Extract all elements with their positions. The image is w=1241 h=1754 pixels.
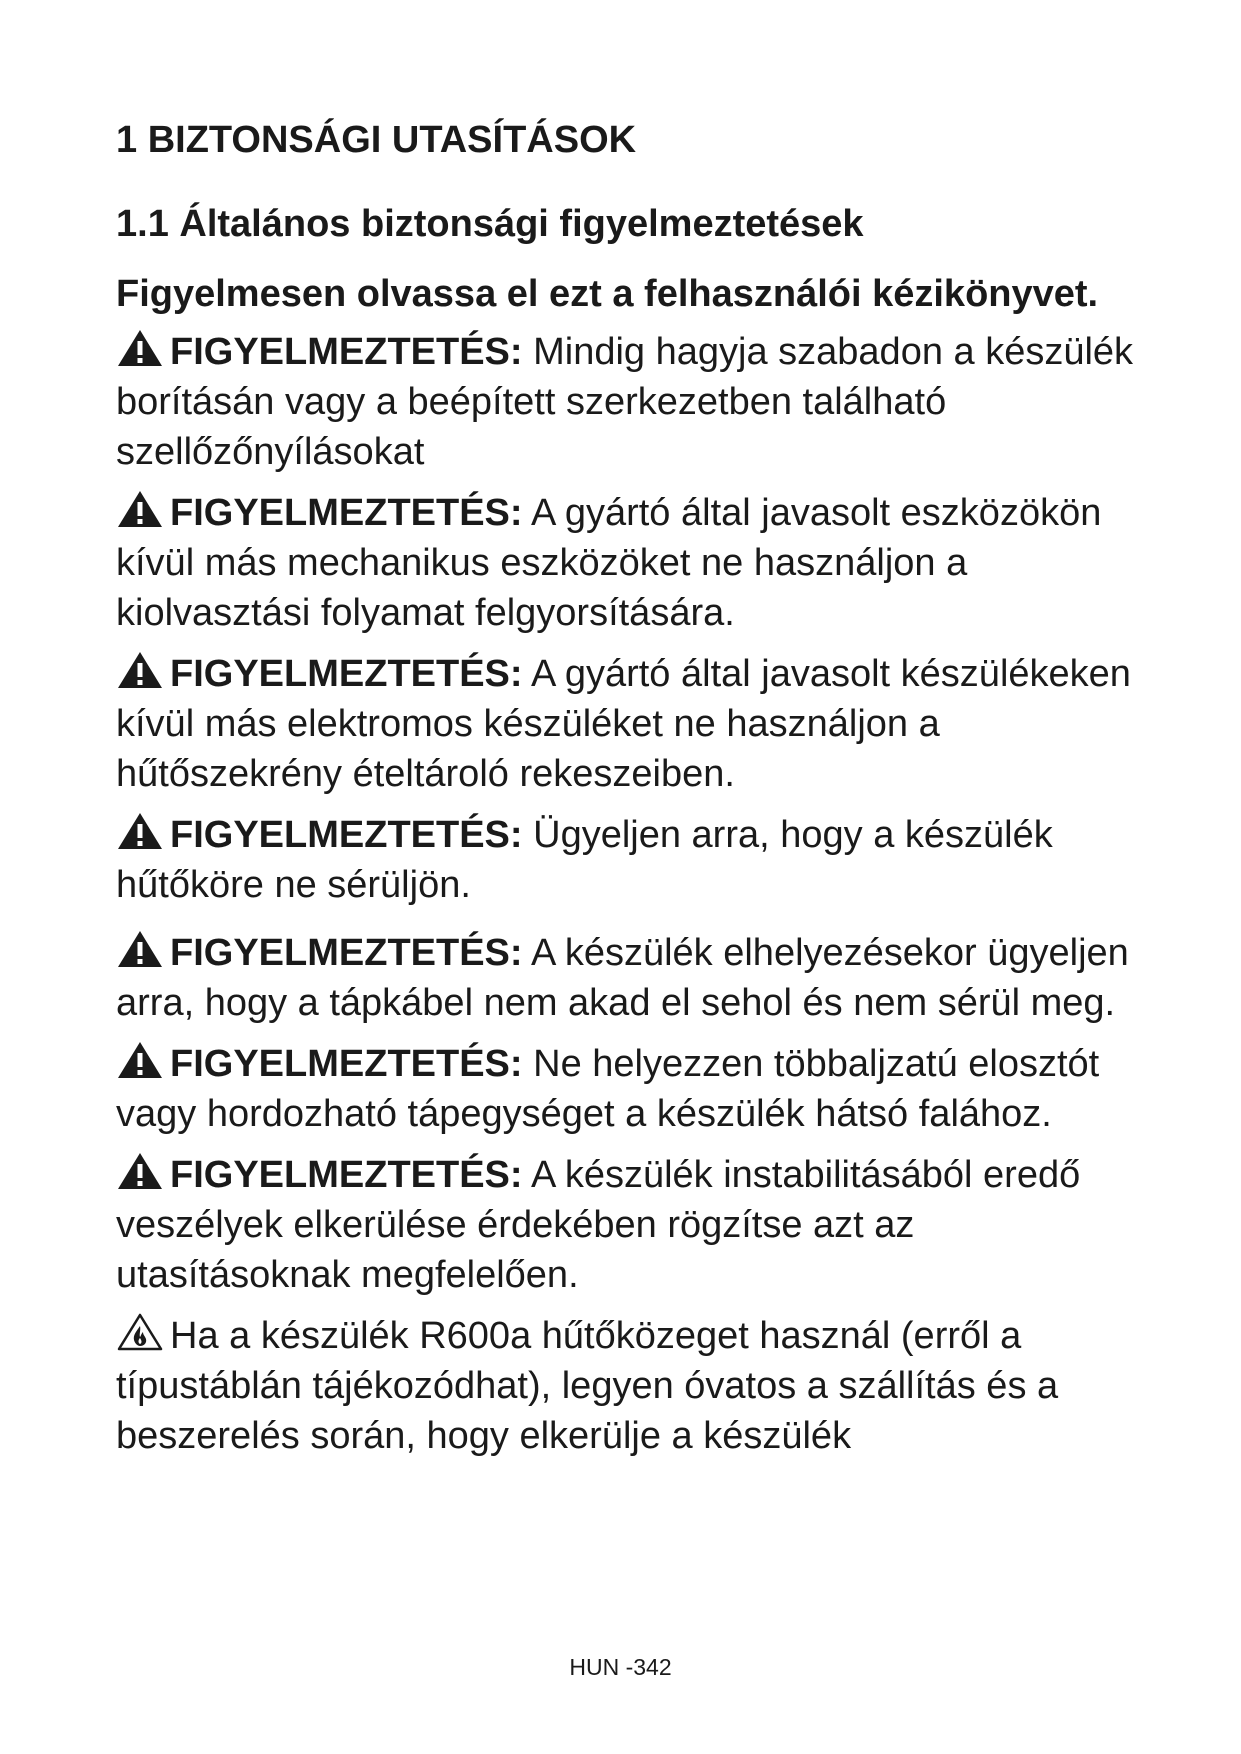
intro-text: Figyelmesen olvassa el ezt a felhasználói kézikönyvet. — [116, 273, 1099, 316]
warning-label: FIGYELMEZTETÉS: — [170, 1154, 523, 1197]
flammable-note-text: Ha a készülék R600a hűtőközeget használ (erről a típustáblán tájékozódhat), legyen óvatos a szállítás és a beszerelés során, hogy elkerülje a készülék — [116, 1315, 1059, 1458]
warning-item — [116, 1150, 1136, 1300]
warning-item — [116, 810, 1136, 910]
page-title: 1 BIZTONSÁGI UTASÍTÁSOK — [116, 119, 637, 161]
warning-item — [116, 488, 1136, 638]
warning-text: Ne helyezzen többaljzatú elosztót vagy hordozható tápegységet a készülék hátsó falához. — [116, 1043, 1100, 1136]
warning-text: A készülék instabilitásából eredő veszélyek elkerülése érdekében rögzítse azt az utasításoknak megfelelően. — [116, 1154, 1081, 1297]
warning-text: Ügyeljen arra, hogy a készülék hűtőköre ne sérüljön. — [116, 814, 1053, 907]
warning-icon — [116, 811, 164, 851]
flammable-warning-icon — [116, 1312, 164, 1352]
warning-item — [116, 1039, 1136, 1139]
warning-label: FIGYELMEZTETÉS: — [170, 492, 523, 535]
warning-icon — [116, 1040, 164, 1080]
warning-text: A gyártó által javasolt készülékeken kívül más elektromos készüléket ne használjon a hűtőszekrény ételtároló rekeszeiben. — [116, 653, 1131, 796]
warning-icon — [116, 1151, 164, 1191]
warning-item — [116, 649, 1136, 799]
section-title: 1.1 Általános biztonsági figyelmeztetések — [116, 202, 864, 245]
warning-text: Mindig hagyja szabadon a készülék borításán vagy a beépített szerkezetben található szellőzőnyílásokat — [116, 331, 1134, 474]
warning-label: FIGYELMEZTETÉS: — [170, 1043, 523, 1086]
flammable-note — [116, 1311, 1136, 1461]
warning-label: FIGYELMEZTETÉS: — [170, 932, 523, 975]
warning-icon — [116, 929, 164, 969]
warning-icon — [116, 328, 164, 368]
page-content — [116, 118, 1136, 1472]
page-number: HUN -342 — [569, 1654, 672, 1680]
warning-icon — [116, 650, 164, 690]
warning-text: A készülék elhelyezésekor ügyeljen arra, hogy a tápkábel nem akad el sehol és nem sérül meg. — [116, 932, 1129, 1025]
warning-label: FIGYELMEZTETÉS: — [170, 331, 523, 374]
warning-item — [116, 327, 1136, 477]
warning-label: FIGYELMEZTETÉS: — [170, 814, 523, 857]
warning-text: A gyártó által javasolt eszközökön kívül más mechanikus eszközöket ne használjon a kiolvasztási folyamat felgyorsítására. — [116, 492, 1102, 635]
warning-item — [116, 928, 1136, 1028]
warning-icon — [116, 489, 164, 529]
warning-label: FIGYELMEZTETÉS: — [170, 653, 523, 696]
